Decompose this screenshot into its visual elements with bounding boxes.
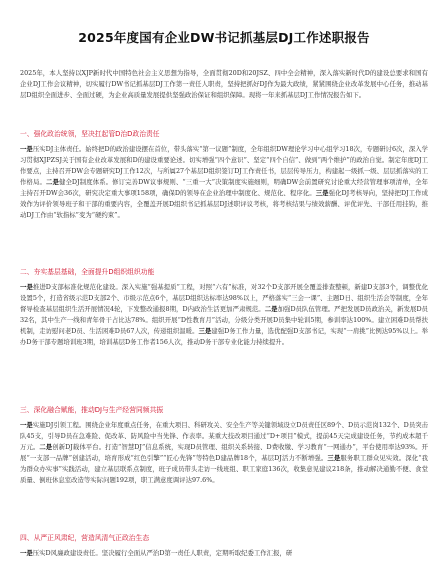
section-2-lead-2: 二是 — [264, 305, 278, 313]
section-body-2 — [20, 282, 428, 348]
section-heading-3: 三、深化融合赋能，推动DJ与生产经营同频共振 — [20, 406, 164, 414]
section-body-4 — [20, 548, 428, 559]
section-3-text-1: 实施DJ引领工程。围绕企业年度重点任务，在重大项目、科研攻关、安全生产等关键领域设立D员责任区89个、D员示范岗132个、D员突击队45支，引导D员在急难险、促改革、防风险中当先锋、作表率。某重大技改项目通过“D+项目”模式，提前45天完成建设任务，节约成本超千万元。 — [20, 421, 428, 451]
section-heading-2: 二、夯实基层基础，全面提升D组织组织功能 — [20, 268, 155, 276]
section-2-text-1: 推进D支部标准化规范化建设。深入实施“强基提质”工程，对照“六有”标准，对32个D支部开展全覆盖排查整顿，新建D支部3个，调整优化设置5个，打造省级示范D支部2个、市级示范点6个，基层D组织达标率达98%以上，严格落实“三会一课”、主题D日、组织生活会等制度，全年督导检查基层组织生活开展情况4轮，下发整改通报8期，D内政治生活更加严肃规范。 — [20, 283, 429, 313]
section-1-lead-1: 一是 — [20, 145, 33, 153]
section-heading-1: 一、强化政治统领，坚决扛起管D治D政治责任 — [20, 130, 160, 138]
intro-paragraph: 2025年，本人坚持以XJP新时代中国特色社会主义思想为指导，全面贯彻20D和20JSZ、四中全会精神，深入落实新时代D的建设总要求和国有企业DJ工作会议精神，切实履行DW书记抓基层DJ工作第一责任人职责，坚持把抓好DJ作为最大政绩，紧紧围绕企业改革发展中心任务，推动基层D组织全面进步、全面过硬，为企业高质量发展提供坚强政治保证和组织保障。现将一年来抓基层DJ工作情况报告如下。 — [20, 69, 428, 99]
section-1-lead-2: 二是 — [45, 178, 59, 186]
section-4-text-1: 压实D风廉政建设责任。坚决履行全面从严治D第一责任人职责，定期听取纪委工作汇报，研 — [32, 549, 293, 557]
section-3-lead-3: 三是 — [327, 454, 341, 462]
section-2-text-2: 加强D员队伍管理。严把发展D员政治关，新发展D员32名，其中生产一线和青年骨干占比达78%。组织开展“D性教育月”活动，分级分类开展D员集中轮训5期，参训率达100%。建立困难D员帮扶机制，走访慰问老D员、生活困难D员67人次，传递组织温暖。 — [20, 305, 428, 335]
section-body-3 — [20, 420, 428, 486]
section-heading-4: 四、从严正风肃纪，营造风清气正政治生态 — [20, 534, 150, 542]
section-2-text-3: 建强D务工作力量，选优配强D支部书记，实现“一肩挑”比例达95%以上。举办D务干部专题培训班3期，培训基层D务工作者156人次，推动D务干部专业化能力持续提升。 — [20, 327, 428, 346]
section-3-text-2: 创新DJ载体平台。打造“智慧DJ”信息系统，实现D员管理、组织关系转接、D费收缴、学习教育“一网通办”，平台使用率达93%。开展“一支部一品牌”创建活动，培育形成“红色引擎”“匠心先锋”等特色D建品牌18个，基层DJ活力不断增强。 — [20, 443, 429, 462]
section-2-lead-1: 一是 — [20, 283, 33, 291]
section-1-text-2: 健全DJ制度体系。修订完善DW议事规则、“三重一大”决策制度实施细则，明确DW会前置研究讨论重大经营管理事项清单，全年主持召开DW会36次，研究决定重大事项158项，确保D的领导在企业治理中制度化、规范化、程序化。 — [20, 178, 428, 197]
section-1-text-3: 强化DJ考核导向，坚持把DJ工作成效作为评价领导班子和干部的重要内容，全覆盖开展D组织书记抓基层DJ述职评议考核，将考核结果与绩效薪酬、评优评先、干部任用挂钩，推动DJ工作由“软指标”变为“硬约束”。 — [20, 189, 429, 219]
section-4-lead-1: 一是 — [20, 549, 33, 557]
section-1-lead-3: 三是 — [315, 189, 329, 197]
report-title: 2025年度国有企业DW书记抓基层DJ工作述职报告 — [78, 30, 370, 45]
section-1-text-1: 压实DJ主体责任。始终把D的政治建设摆在首位，带头落实“第一议题”制度，全年组织DW理论学习中心组学习18次，专题研讨6次，深入学习贯彻XJPZSJ关于国有企业改革发展和D的建设重要论述。切实增强“四个意识”、坚定“四个自信”、做到“两个维护”的政治自觉。制定年度DJ工作要点，主持召开DW会专题研究DJ工作12次，与所属27个基层D组织签订DJ工作责任书，层层传导压力，构建起一级抓一级、层层抓落实的工作格局。 — [20, 145, 429, 186]
section-2-lead-3: 三是 — [198, 327, 212, 335]
section-3-lead-2: 二是 — [39, 443, 53, 451]
section-3-lead-1: 一是 — [20, 421, 33, 429]
section-3-text-3: 服务职工群众见实效。深化“我为群众办实事”实践活动，建立基层联系点制度，班子成员带头走访一线班组、职工家庭136次，收集意见建议218条，推动解决通勤不便、食堂质量、倒班休息室改造等实际问题192项，职工满意度调评达97.6%。 — [20, 454, 428, 484]
section-body-1 — [20, 144, 428, 221]
